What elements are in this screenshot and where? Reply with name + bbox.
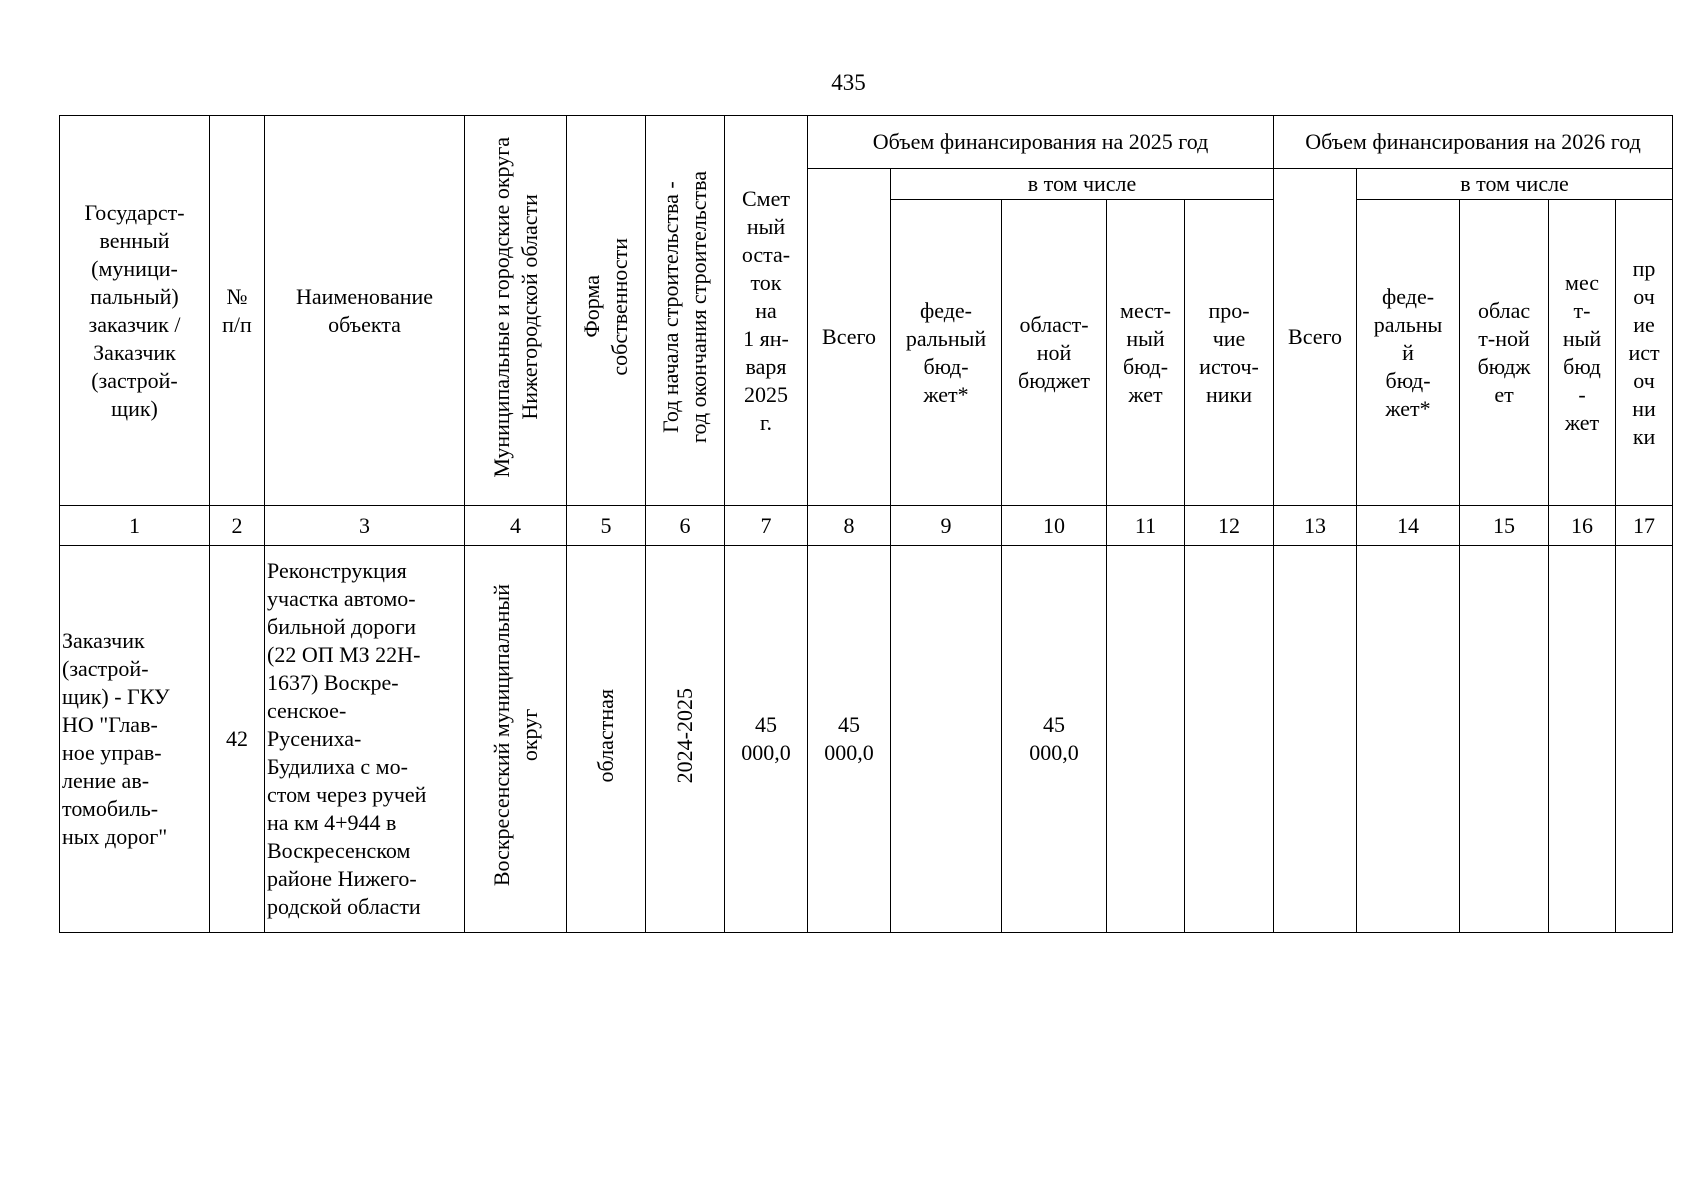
header-including-2025: в том числе: [891, 169, 1274, 200]
column-number: 17: [1616, 506, 1673, 546]
column-number: 4: [465, 506, 567, 546]
financing-table: [59, 115, 1673, 933]
header-local-2025: мест- ный бюд- жет: [1107, 200, 1185, 506]
header-financing-2025: Объем финансирования на 2025 год: [808, 116, 1274, 169]
header-years: [646, 116, 725, 506]
cell-local-2025: [1107, 546, 1185, 933]
table-row: [60, 546, 1673, 933]
header-financing-2026: Объем финансирования на 2026 год: [1274, 116, 1673, 169]
cell-ownership: [567, 546, 646, 933]
cell-customer: Заказчик (застрой- щик) - ГКУ НО "Глав- ное управ- ление ав- томобиль- ных дорог": [60, 546, 210, 933]
header-regional-2026: облас т-ной бюдж ет: [1460, 200, 1549, 506]
column-number: 6: [646, 506, 725, 546]
header-customer: Государст- венный (муници- пальный) заказчик / Заказчик (застрой- щик): [60, 116, 210, 506]
cell-estimate: 45 000,0: [725, 546, 808, 933]
header-estimate: Смет ный оста- ток на 1 ян- варя 2025 г.: [725, 116, 808, 506]
column-number: 10: [1002, 506, 1107, 546]
header-federal-2026: феде- ральны й бюд- жет*: [1357, 200, 1460, 506]
cell-years-text: 2024-2025: [672, 687, 697, 784]
column-number: 12: [1185, 506, 1274, 546]
header-municipalities-text: Муниципальные и городские округа Нижегородской области: [488, 136, 542, 478]
cell-ownership-text: областная: [593, 688, 618, 783]
column-number: 8: [808, 506, 891, 546]
column-number: 14: [1357, 506, 1460, 546]
column-number: 2: [210, 506, 265, 546]
page-number: 435: [831, 70, 866, 95]
header-regional-2025: област- ной бюджет: [1002, 200, 1107, 506]
cell-object-name: Реконструкция участка автомо- бильной дороги (22 ОП МЗ 22Н- 1637) Воскре- сенское- Русениха- Будилиха с мо- стом через ручей на км 4+944 в Воскресенском районе Нижего- родской области: [265, 546, 465, 933]
header-years-text: Год начала строительства - год окончания строительства: [658, 171, 711, 443]
cell-total-2026: [1274, 546, 1357, 933]
header-total-2025: Всего: [808, 169, 891, 506]
cell-other-2025: [1185, 546, 1274, 933]
header-ownership: [567, 116, 646, 506]
column-number: 5: [567, 506, 646, 546]
header-municipalities: [465, 116, 567, 506]
cell-years: [646, 546, 725, 933]
cell-municipality-text: Воскресенский муниципальный округ: [488, 584, 542, 887]
column-number: 1: [60, 506, 210, 546]
column-number: 15: [1460, 506, 1549, 546]
column-number: 16: [1549, 506, 1616, 546]
header-including-2026: в том числе: [1357, 169, 1673, 200]
column-number: 11: [1107, 506, 1185, 546]
column-number: 7: [725, 506, 808, 546]
header-num: № п/п: [210, 116, 265, 506]
column-number: 9: [891, 506, 1002, 546]
header-other-2026: пр оч ие ист оч ни ки: [1616, 200, 1673, 506]
header-other-2025: про- чие источ- ники: [1185, 200, 1274, 506]
cell-regional-2025: 45 000,0: [1002, 546, 1107, 933]
cell-num: 42: [210, 546, 265, 933]
cell-total-2025: 45 000,0: [808, 546, 891, 933]
header-total-2026: Всего: [1274, 169, 1357, 506]
column-number: 3: [265, 506, 465, 546]
cell-local-2026: [1549, 546, 1616, 933]
header-local-2026: мес т- ный бюд - жет: [1549, 200, 1616, 506]
cell-federal-2026: [1357, 546, 1460, 933]
header-ownership-text: Форма собственности: [579, 238, 632, 376]
header-object-name: Наименование объекта: [265, 116, 465, 506]
cell-regional-2026: [1460, 546, 1549, 933]
cell-other-2026: [1616, 546, 1673, 933]
cell-federal-2025: [891, 546, 1002, 933]
header-federal-2025: феде- ральный бюд- жет*: [891, 200, 1002, 506]
cell-municipality: [465, 546, 567, 933]
column-number: 13: [1274, 506, 1357, 546]
